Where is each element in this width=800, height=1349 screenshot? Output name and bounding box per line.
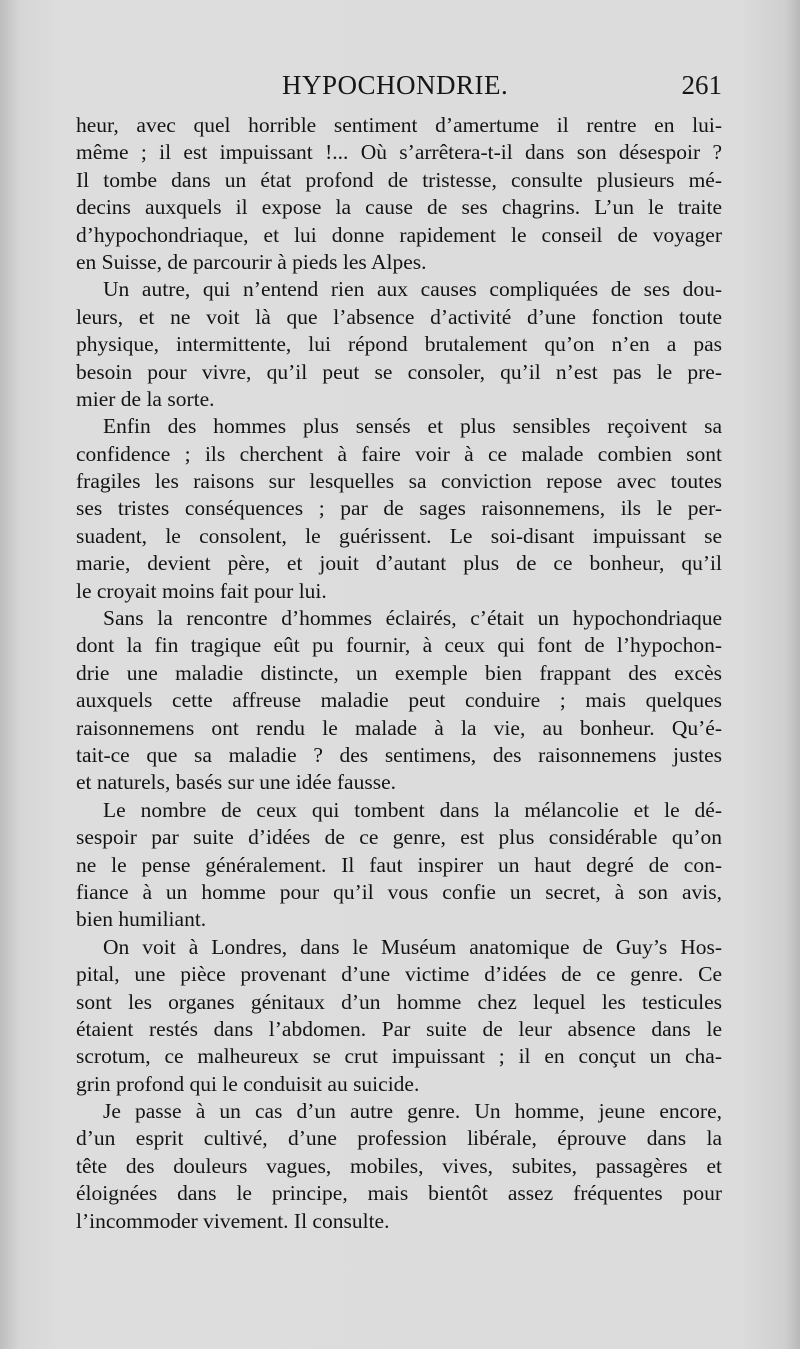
text-line: sespoir par suite d’idées de ce genre, est plus considérable qu’on <box>76 825 722 850</box>
text-line: auxquels cette affreuse maladie peut conduire ; mais quelques <box>76 688 722 713</box>
text-line: Le nombre de ceux qui tombent dans la mélancolie et le dé- <box>103 797 722 822</box>
paragraph-1 <box>76 112 722 276</box>
text-line: sont les organes génitaux d’un homme chez lequel les testicules <box>76 989 722 1014</box>
body-text <box>76 112 722 1235</box>
text-line: Je passe à un cas d’un autre genre. Un homme, jeune encore, <box>103 1099 722 1124</box>
text-line: le croyait moins fait pour lui. <box>76 578 327 603</box>
text-line: heur, avec quel horrible sentiment d’amertume il rentre en lui- <box>76 113 722 137</box>
text-line: physique, intermittente, lui répond brutalement qu’on n’en a pas <box>76 332 722 357</box>
page-header <box>76 70 722 110</box>
text-line: Il tombe dans un état profond de tristesse, consulte plusieurs mé- <box>76 167 722 192</box>
text-line: étaient restés dans l’abdomen. Par suite de leur absence dans le <box>76 1016 722 1041</box>
text-line: scrotum, ce malheureux se crut impuissant ; il en conçut un cha- <box>76 1044 722 1069</box>
text-line: d’un esprit cultivé, d’une profession libérale, éprouve dans la <box>76 1126 722 1151</box>
text-line: pital, une pièce provenant d’une victime d’idées de ce genre. Ce <box>76 962 722 987</box>
text-line: raisonnemens ont rendu le malade à la vie, au bonheur. Qu’é- <box>76 715 722 740</box>
text-line: decins auxquels il expose la cause de ses chagrins. L’un le traite <box>76 195 722 220</box>
text-line: suadent, le consolent, le guérissent. Le soi-disant impuissant se <box>76 523 722 548</box>
text-line: dont la fin tragique eût pu fournir, à ceux qui font de l’hypochon- <box>76 633 722 658</box>
text-line: ses tristes conséquences ; par de sages raisonnemens, ils le per- <box>76 496 722 521</box>
text-line: d’hypochondriaque, et lui donne rapidement le conseil de voyager <box>76 222 722 247</box>
paragraph-3 <box>76 413 722 605</box>
paragraph-4 <box>76 605 722 797</box>
page-number: 261 <box>681 70 722 100</box>
text-line: leurs, et ne voit là que l’absence d’activité d’une fonction toute <box>76 304 722 329</box>
text-line: mier de la sorte. <box>76 386 215 411</box>
text-line: l’incommoder vivement. Il consulte. <box>76 1208 390 1233</box>
text-line: et naturels, basés sur une idée fausse. <box>76 770 397 795</box>
text-line: ne le pense généralement. Il faut inspirer un haut degré de con- <box>76 852 722 877</box>
text-line: fiance à un homme pour qu’il vous confie un secret, à son avis, <box>76 879 722 904</box>
text-line: confidence ; ils cherchent à faire voir à ce malade combien sont <box>76 441 722 466</box>
text-line: drie une maladie distincte, un exemple bien frappant des excès <box>76 660 722 685</box>
text-line: tait-ce que sa maladie ? des sentimens, des raisonnemens justes <box>76 742 722 767</box>
paragraph-5 <box>76 797 722 934</box>
text-line: même ; il est impuissant !... Où s’arrêtera-t-il dans son désespoir ? <box>76 140 722 165</box>
text-line: tête des douleurs vagues, mobiles, vives, subites, passagères et <box>76 1153 722 1178</box>
paragraph-2 <box>76 276 722 413</box>
text-line: marie, devient père, et jouit d’autant plus de ce bonheur, qu’il <box>76 551 722 576</box>
text-line: Sans la rencontre d’hommes éclairés, c’était un hypochondriaque <box>103 606 722 631</box>
paragraph-7 <box>76 1098 722 1235</box>
text-line: Un autre, qui n’entend rien aux causes compliquées de ses dou- <box>103 277 722 302</box>
text-line: en Suisse, de parcourir à pieds les Alpes. <box>76 249 427 274</box>
text-line: bien humiliant. <box>76 907 207 932</box>
running-title: HYPOCHONDRIE. <box>282 70 509 100</box>
text-line: On voit à Londres, dans le Muséum anatomique de Guy’s Hos- <box>103 934 722 959</box>
text-line: éloignées dans le principe, mais bientôt assez fréquentes pour <box>76 1181 722 1206</box>
text-line: besoin pour vivre, qu’il peut se consoler, qu’il n’est pas le pre- <box>76 359 722 384</box>
paragraph-6 <box>76 934 722 1098</box>
text-line: Enfin des hommes plus sensés et plus sensibles reçoivent sa <box>103 414 722 439</box>
text-line: grin profond qui le conduisit au suicide. <box>76 1071 420 1096</box>
text-line: fragiles les raisons sur lesquelles sa conviction repose avec toutes <box>76 469 722 494</box>
